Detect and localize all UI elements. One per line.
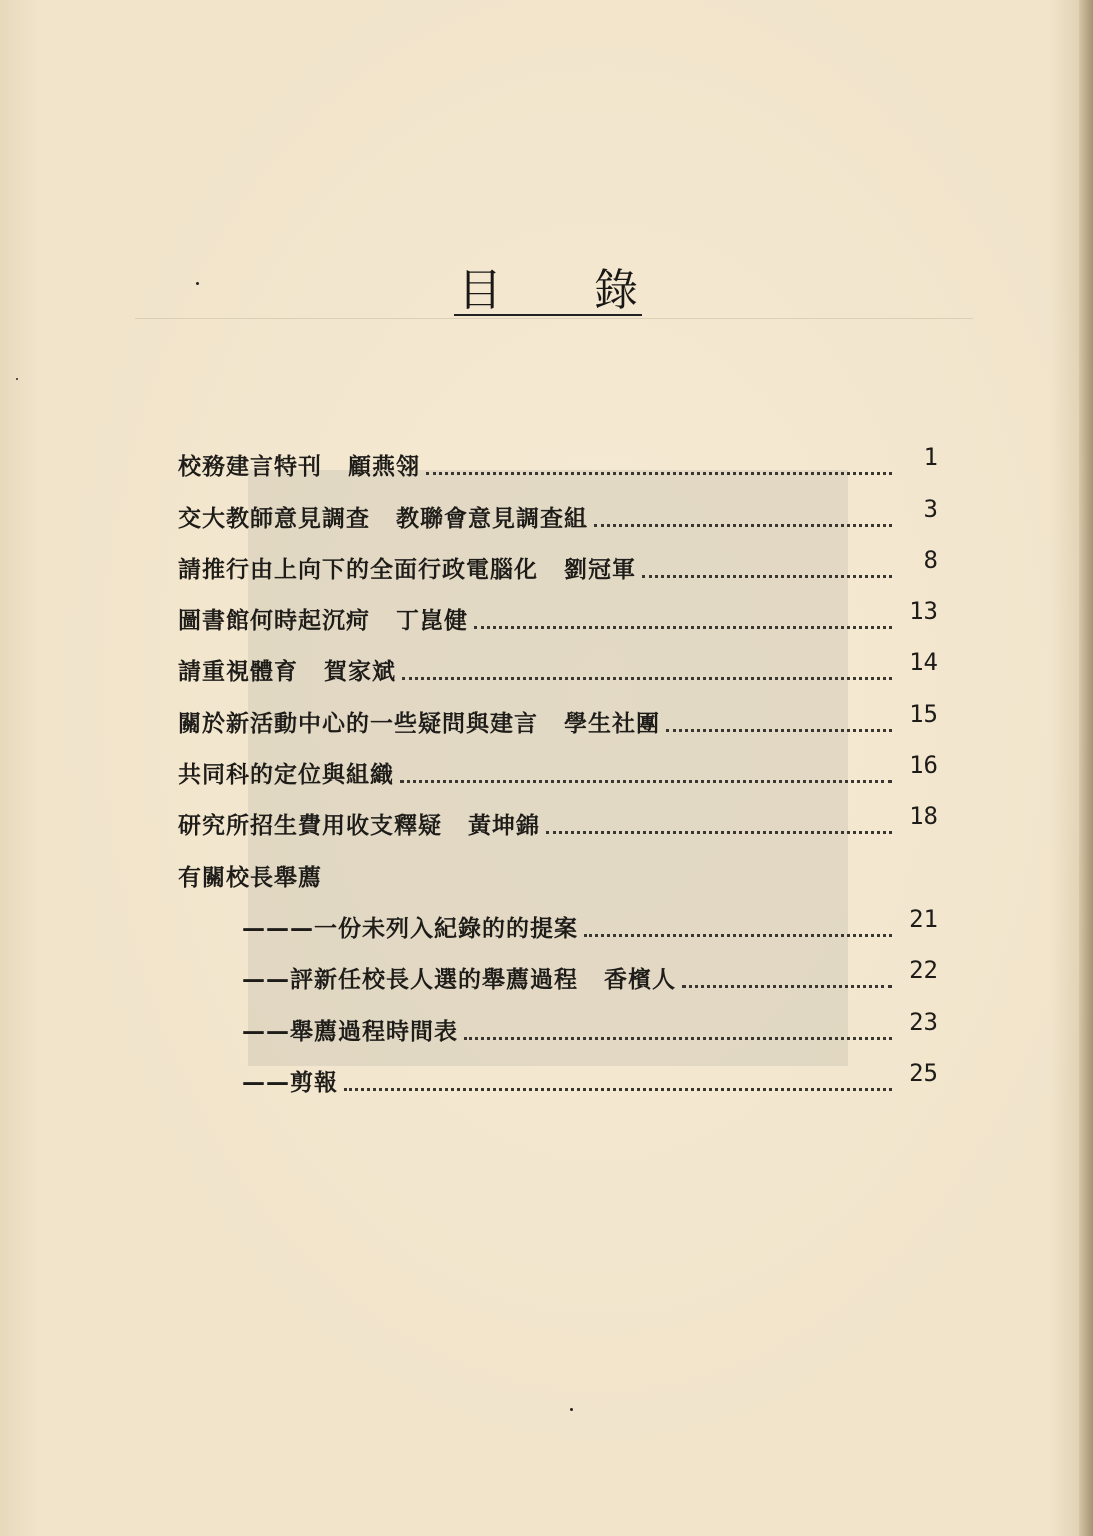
title-char-1: 目 (458, 265, 502, 316)
dot-leader (546, 821, 892, 834)
toc-entry-title: 有關校長舉薦 (178, 864, 322, 891)
dot-leader (474, 616, 892, 629)
toc-entry-title: 圖書館何時起沉疴 (178, 608, 370, 635)
table-of-contents (178, 430, 938, 1097)
ink-speck (196, 282, 199, 285)
toc-entry-title: 交大教師意見調查 (178, 505, 370, 532)
toc-entry-author: 顧燕翎 (348, 454, 420, 481)
toc-entry-title: ——評新任校長人選的舉薦過程 (242, 967, 578, 994)
dot-leader (426, 462, 892, 475)
toc-entry-page: 8 (923, 545, 938, 574)
toc-entry (178, 840, 938, 891)
toc-entry-title: 請重視體育 (178, 659, 298, 686)
toc-entry-page: 14 (909, 648, 938, 677)
toc-entry-title: 共同科的定位與組織 (178, 762, 394, 789)
toc-entry-author: 學生社團 (564, 710, 660, 737)
toc-entry (178, 635, 938, 686)
toc-entry-page: 21 (909, 904, 938, 933)
toc-entry-page: 23 (909, 1007, 938, 1036)
toc-entry-title: ——舉薦過程時間表 (242, 1018, 458, 1045)
page-title (454, 258, 642, 316)
toc-entry-page: 3 (923, 494, 938, 523)
toc-entry (178, 1046, 938, 1097)
toc-entry (178, 584, 938, 635)
toc-entry-page: 18 (909, 802, 938, 831)
dot-leader (594, 514, 892, 527)
toc-entry-author: 黃坤錦 (468, 813, 540, 840)
toc-entry-page: 1 (923, 443, 938, 472)
dot-leader (642, 565, 892, 578)
dot-leader (402, 667, 892, 680)
toc-entry-page: 25 (909, 1058, 938, 1087)
toc-entry-page: 15 (909, 699, 938, 728)
toc-entry-title: 研究所招生費用收支釋疑 (178, 813, 442, 840)
toc-entry (178, 430, 938, 481)
toc-entry (178, 789, 938, 840)
toc-entry-page: 22 (909, 956, 938, 985)
page-edge-shadow (1079, 0, 1093, 1536)
toc-entry (178, 738, 938, 789)
dot-leader (464, 1027, 892, 1040)
toc-entry-title: 關於新活動中心的一些疑問與建言 (178, 710, 538, 737)
dot-leader (682, 975, 892, 988)
title-char-2: 錄 (594, 265, 638, 316)
toc-entry (178, 994, 938, 1045)
toc-entry (178, 943, 938, 994)
toc-entry (178, 533, 938, 584)
ink-speck (570, 1408, 573, 1411)
toc-entry (178, 481, 938, 532)
dot-leader (344, 1078, 892, 1091)
toc-entry (178, 892, 938, 943)
dot-leader (400, 770, 892, 783)
toc-entry-title: 校務建言特刊 (178, 454, 322, 481)
toc-entry-author: 香檳人 (604, 967, 676, 994)
bleed-through-line (135, 318, 973, 347)
toc-entry-title: ———一份未列入紀錄的的提案 (242, 915, 578, 942)
toc-entry-author: 丁崑健 (396, 608, 468, 635)
dot-leader (584, 924, 892, 937)
toc-entry (178, 686, 938, 737)
toc-entry-page: 13 (909, 597, 938, 626)
toc-entry-title: ——剪報 (242, 1069, 338, 1096)
toc-entry-page: 16 (909, 751, 938, 780)
toc-entry-author: 劉冠軍 (564, 556, 636, 583)
ink-speck (16, 378, 18, 380)
toc-entry-title: 請推行由上向下的全面行政電腦化 (178, 556, 538, 583)
toc-entry-author: 教聯會意見調查組 (396, 505, 588, 532)
toc-entry-author: 賀家斌 (324, 659, 396, 686)
dot-leader (666, 719, 892, 732)
